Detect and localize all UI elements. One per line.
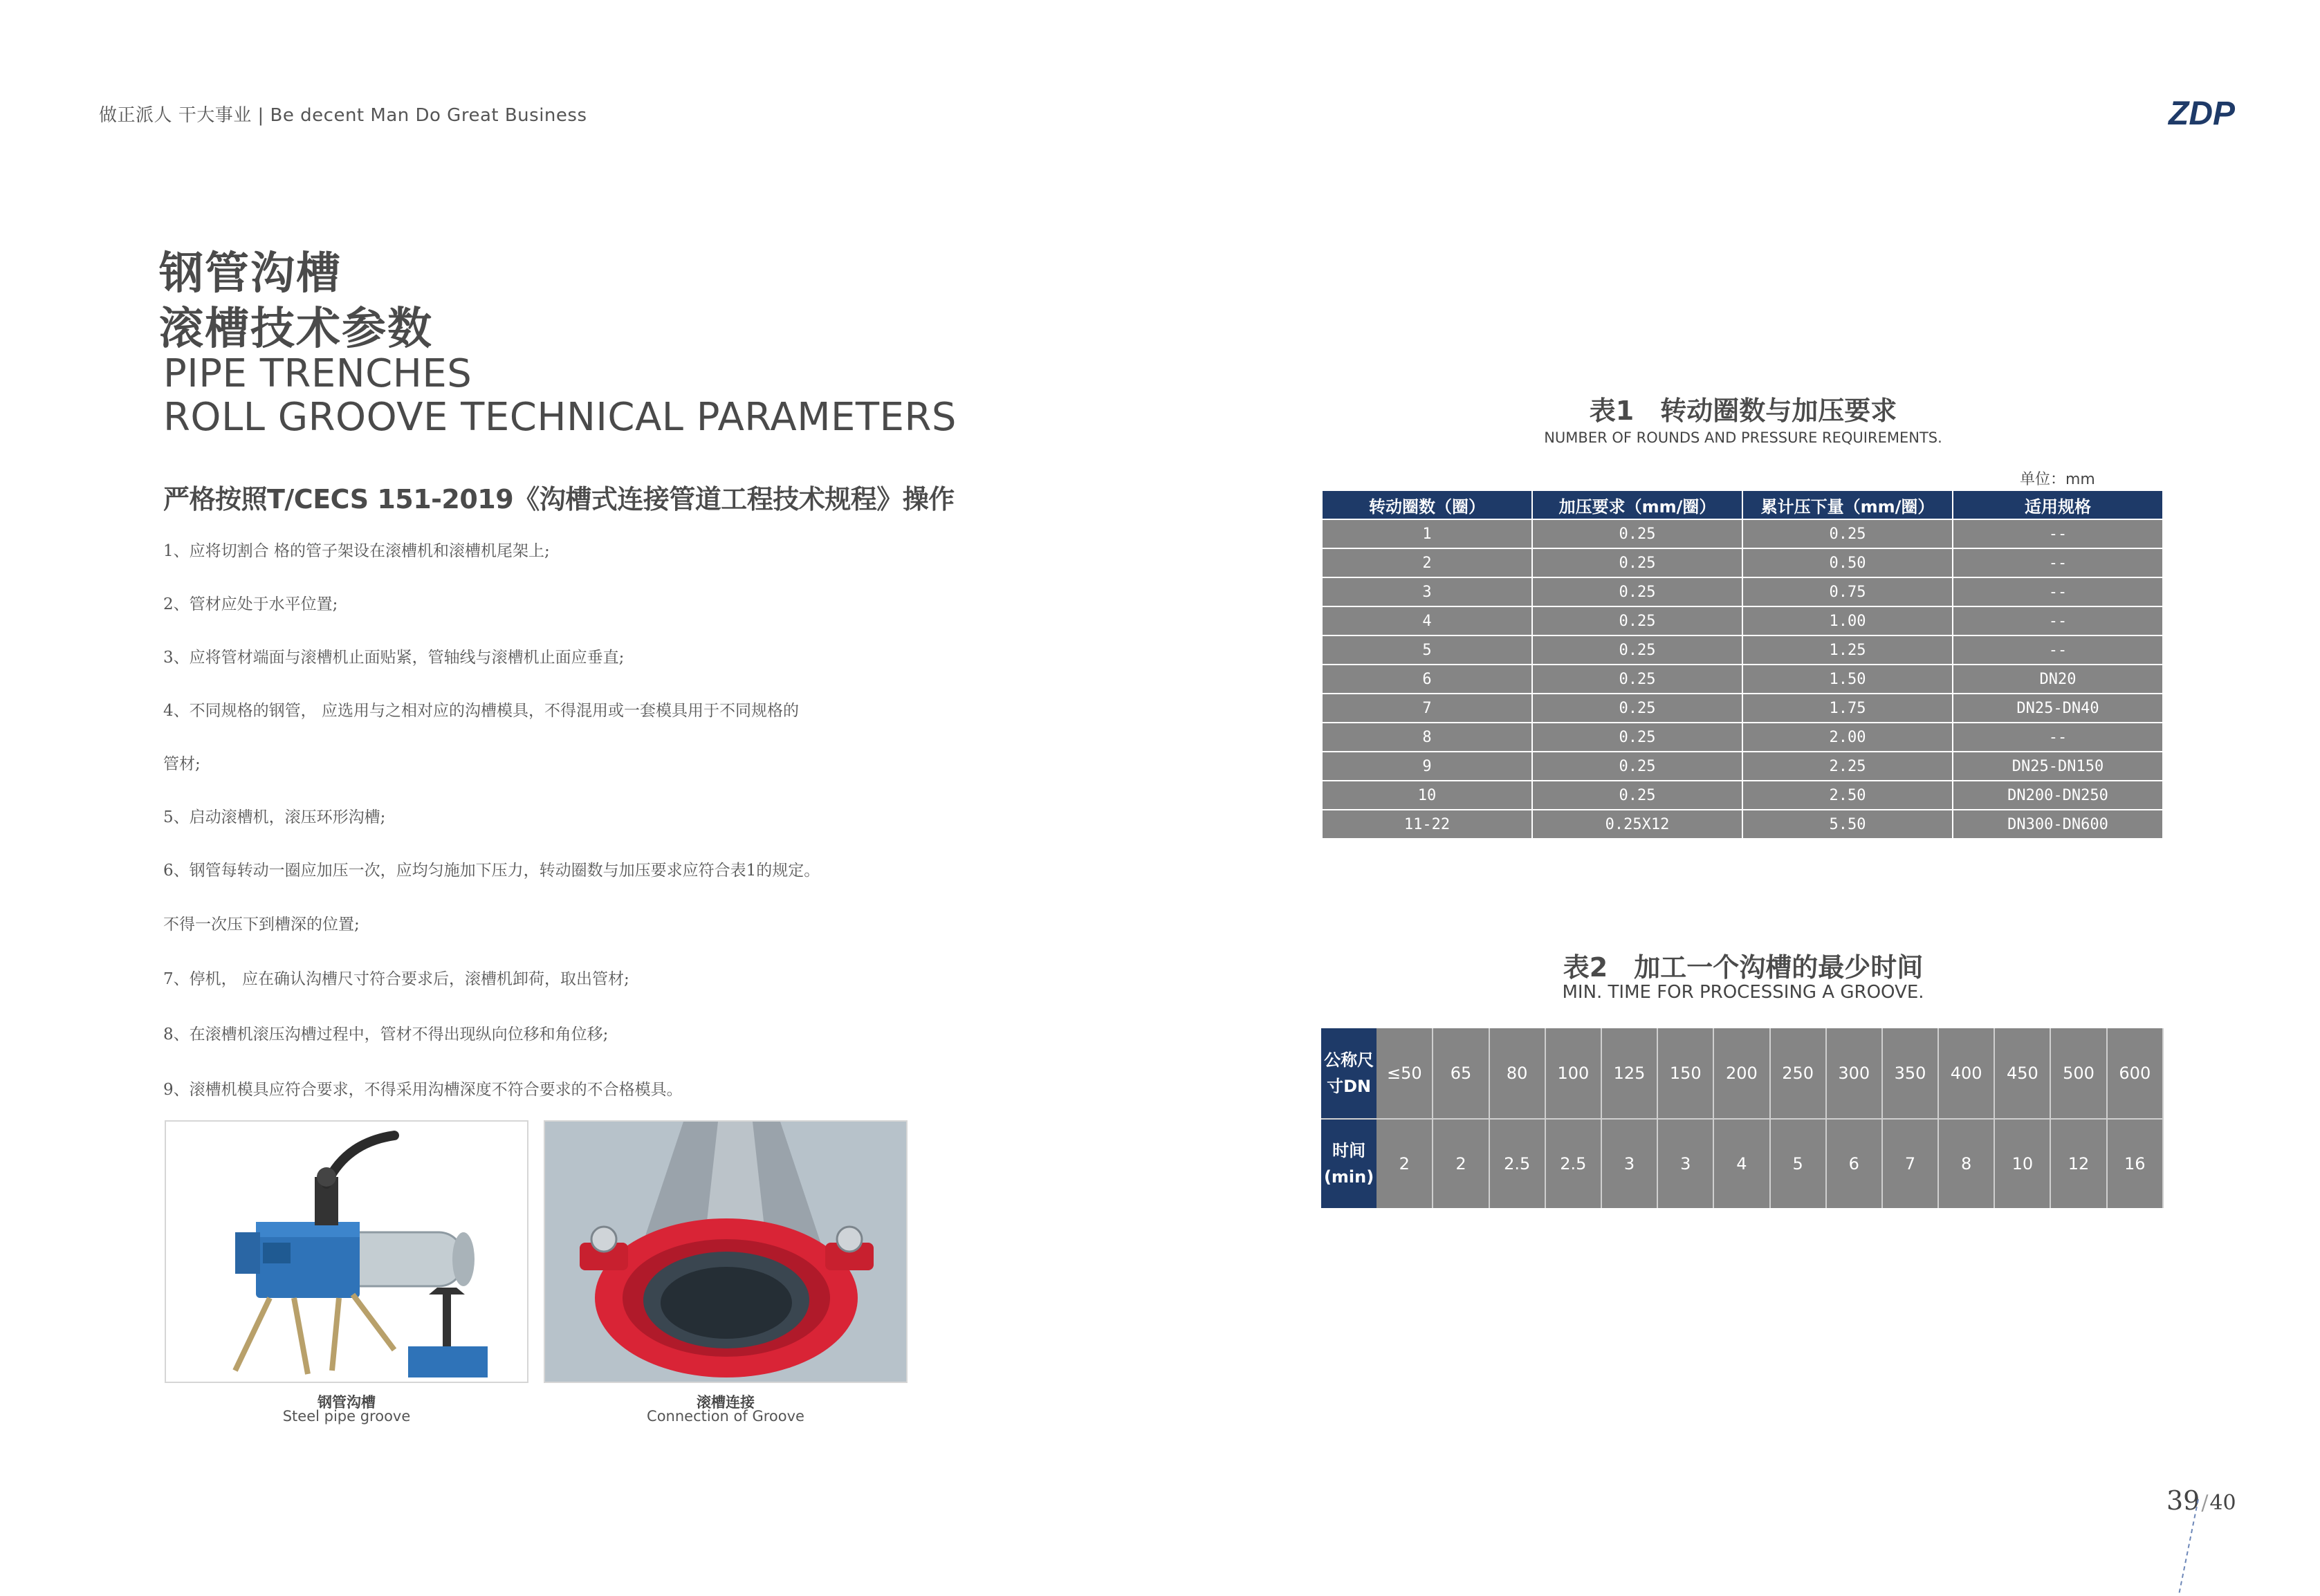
table-cell: 5.50 bbox=[1742, 810, 1953, 839]
photo-2-caption-en: Connection of Groove bbox=[647, 1408, 804, 1425]
table-cell: 5 bbox=[1322, 635, 1532, 665]
table-cell: 2 bbox=[1377, 1119, 1433, 1208]
table-row bbox=[1322, 694, 2163, 723]
table-cell: 2.5 bbox=[1489, 1119, 1545, 1208]
page-title-en-line1: PIPE TRENCHES bbox=[163, 351, 472, 396]
table-cell: 10 bbox=[1322, 781, 1532, 810]
table-cell: 150 bbox=[1657, 1028, 1713, 1119]
table2-dn-row bbox=[1321, 1028, 2163, 1119]
step-5: 5、启动滚槽机，滚压环形沟槽; bbox=[163, 808, 386, 826]
table-cell: 8 bbox=[1938, 1119, 1994, 1208]
table-cell: -- bbox=[1953, 548, 2163, 577]
table1-title: 表1 转动圈数与加压要求 bbox=[1589, 396, 1897, 426]
table-cell: 1.50 bbox=[1742, 665, 1953, 694]
table-cell: 2.25 bbox=[1742, 752, 1953, 781]
table-row bbox=[1322, 548, 2163, 577]
table-cell: DN25-DN150 bbox=[1953, 752, 2163, 781]
table-cell: DN20 bbox=[1953, 665, 2163, 694]
table-cell: 7 bbox=[1882, 1119, 1938, 1208]
page-title-cn-line1: 钢管沟槽 bbox=[159, 248, 342, 299]
table-cell: 0.25 bbox=[1532, 635, 1742, 665]
table-cell: 4 bbox=[1322, 606, 1532, 635]
step-4: 4、不同规格的钢管， 应选用与之相对应的沟槽模具，不得混用或一套模具用于不同规格的 bbox=[163, 702, 799, 720]
table-cell: DN200-DN250 bbox=[1953, 781, 2163, 810]
step-6: 6、钢管每转动一圈应加压一次，应均匀施加下压力，转动圈数与加压要求应符合表1的规定。 bbox=[163, 862, 820, 880]
step-8: 8、在滚槽机滚压沟槽过程中，管材不得出现纵向位移和角位移; bbox=[163, 1026, 609, 1043]
table-cell: 2 bbox=[1433, 1119, 1489, 1208]
table-cell: 65 bbox=[1433, 1028, 1489, 1119]
table-cell: 250 bbox=[1770, 1028, 1826, 1119]
table-cell: 6 bbox=[1322, 665, 1532, 694]
standard-heading: 严格按照T/CECS 151-2019《沟槽式连接管道工程技术规程》操作 bbox=[163, 484, 955, 514]
table-cell: -- bbox=[1953, 606, 2163, 635]
table-row bbox=[1322, 665, 2163, 694]
table-cell: 350 bbox=[1882, 1028, 1938, 1119]
table-row bbox=[1322, 752, 2163, 781]
photo-groove-machine bbox=[165, 1120, 528, 1383]
page-dashed-line bbox=[2178, 1499, 2205, 1596]
table-cell: 500 bbox=[2050, 1028, 2106, 1119]
step-6-cont: 不得一次压下到槽深的位置; bbox=[163, 916, 360, 934]
table-cell: ≤50 bbox=[1377, 1028, 1433, 1119]
table-cell: 0.75 bbox=[1742, 577, 1953, 606]
table-cell: 200 bbox=[1713, 1028, 1769, 1119]
table-cell: 3 bbox=[1601, 1119, 1657, 1208]
table-cell: 0.25 bbox=[1742, 519, 1953, 548]
page-title-cn-line2: 滚槽技术参数 bbox=[159, 304, 433, 355]
table-row bbox=[1322, 577, 2163, 606]
page-title-en-line2: ROLL GROOVE TECHNICAL PARAMETERS bbox=[163, 395, 957, 440]
table-cell: 400 bbox=[1938, 1028, 1994, 1119]
page-total: 40 bbox=[2209, 1491, 2236, 1515]
photo-1-caption-en: Steel pipe groove bbox=[282, 1408, 411, 1425]
page-separator: / bbox=[2201, 1491, 2209, 1515]
table-cell: 16 bbox=[2107, 1119, 2163, 1208]
table-cell: -- bbox=[1953, 635, 2163, 665]
table-cell: 125 bbox=[1601, 1028, 1657, 1119]
table-cell: 80 bbox=[1489, 1028, 1545, 1119]
table1-header-spec: 适用规格 bbox=[1953, 490, 2163, 519]
table-cell: -- bbox=[1953, 519, 2163, 548]
table-cell: 9 bbox=[1322, 752, 1532, 781]
table-cell: 10 bbox=[1994, 1119, 2050, 1208]
table1-header-row bbox=[1322, 490, 2163, 519]
step-7: 7、停机， 应在确认沟槽尺寸符合要求后，滚槽机卸荷，取出管材; bbox=[163, 970, 629, 988]
table1-subtitle: NUMBER OF ROUNDS AND PRESSURE REQUIREMENTS. bbox=[1544, 429, 1942, 446]
table-cell: 0.25 bbox=[1532, 752, 1742, 781]
table-row bbox=[1322, 519, 2163, 548]
table-cell: 600 bbox=[2107, 1028, 2163, 1119]
table-row bbox=[1322, 723, 2163, 752]
table1-header-cumulative: 累计压下量（mm/圈） bbox=[1742, 490, 1953, 519]
table2-time-header: 时间 (min) bbox=[1321, 1119, 1377, 1208]
table1-pressure-requirements bbox=[1321, 490, 2164, 839]
table-cell: 4 bbox=[1713, 1119, 1769, 1208]
table1-header-pressure: 加压要求（mm/圈） bbox=[1532, 490, 1742, 519]
step-2: 2、管材应处于水平位置; bbox=[163, 595, 338, 613]
table-cell: 0.25 bbox=[1532, 519, 1742, 548]
table2-time-row bbox=[1321, 1119, 2163, 1208]
table2-min-time bbox=[1321, 1028, 2164, 1208]
table-cell: 1.75 bbox=[1742, 694, 1953, 723]
table-cell: 0.25 bbox=[1532, 665, 1742, 694]
table-cell: 6 bbox=[1826, 1119, 1882, 1208]
step-1: 1、应将切割合 格的管子架设在滚槽机和滚槽机尾架上; bbox=[163, 542, 550, 560]
step-4-cont: 管材; bbox=[163, 755, 201, 773]
table-cell: 450 bbox=[1994, 1028, 2050, 1119]
table-cell: DN25-DN40 bbox=[1953, 694, 2163, 723]
table-cell: DN300-DN600 bbox=[1953, 810, 2163, 839]
table-cell: 0.25 bbox=[1532, 577, 1742, 606]
table2-title: 表2 加工一个沟槽的最少时间 bbox=[1563, 952, 1924, 983]
table1-header-rounds: 转动圈数（圈） bbox=[1322, 490, 1532, 519]
table-cell: 0.25 bbox=[1532, 781, 1742, 810]
table-cell: 7 bbox=[1322, 694, 1532, 723]
table-cell: 3 bbox=[1657, 1119, 1713, 1208]
table-cell: 0.25X12 bbox=[1532, 810, 1742, 839]
photo-1-caption-cn: 钢管沟槽 bbox=[317, 1394, 376, 1411]
table-row bbox=[1322, 781, 2163, 810]
table-cell: -- bbox=[1953, 577, 2163, 606]
table-row bbox=[1322, 810, 2163, 839]
table-cell: 8 bbox=[1322, 723, 1532, 752]
page-current: 39 bbox=[2166, 1485, 2200, 1516]
table-cell: -- bbox=[1953, 723, 2163, 752]
table2-dn-header: 公称尺 寸DN bbox=[1321, 1028, 1377, 1119]
step-3: 3、应将管材端面与滚槽机止面贴紧，管轴线与滚槽机止面应垂直; bbox=[163, 649, 625, 667]
logo-text: ZDP bbox=[2169, 97, 2235, 129]
table-cell: 1.25 bbox=[1742, 635, 1953, 665]
table-cell: 0.50 bbox=[1742, 548, 1953, 577]
table-cell: 12 bbox=[2050, 1119, 2106, 1208]
photo-groove-connection bbox=[544, 1120, 908, 1383]
table1-unit: 单位：mm bbox=[2020, 471, 2095, 488]
table-cell: 3 bbox=[1322, 577, 1532, 606]
table-row bbox=[1322, 606, 2163, 635]
table2-subtitle: MIN. TIME FOR PROCESSING A GROOVE. bbox=[1562, 982, 1924, 1003]
table-row bbox=[1322, 635, 2163, 665]
table-cell: 2.00 bbox=[1742, 723, 1953, 752]
table-cell: 100 bbox=[1545, 1028, 1601, 1119]
step-9: 9、滚槽机模具应符合要求，不得采用沟槽深度不符合要求的不合格模具。 bbox=[163, 1081, 683, 1099]
table-cell: 0.25 bbox=[1532, 723, 1742, 752]
table-cell: 1 bbox=[1322, 519, 1532, 548]
table-cell: 0.25 bbox=[1532, 548, 1742, 577]
table-cell: 1.00 bbox=[1742, 606, 1953, 635]
table-cell: 11-22 bbox=[1322, 810, 1532, 839]
table-cell: 2 bbox=[1322, 548, 1532, 577]
photo-2-caption-cn: 滚槽连接 bbox=[697, 1394, 755, 1411]
zdp-logo bbox=[2160, 97, 2244, 129]
table-cell: 2.50 bbox=[1742, 781, 1953, 810]
table-cell: 0.25 bbox=[1532, 694, 1742, 723]
header-slogan: 做正派人 干大事业 | Be decent Man Do Great Business bbox=[99, 105, 587, 126]
table-cell: 5 bbox=[1770, 1119, 1826, 1208]
table-cell: 300 bbox=[1826, 1028, 1882, 1119]
table-cell: 0.25 bbox=[1532, 606, 1742, 635]
table-cell: 2.5 bbox=[1545, 1119, 1601, 1208]
